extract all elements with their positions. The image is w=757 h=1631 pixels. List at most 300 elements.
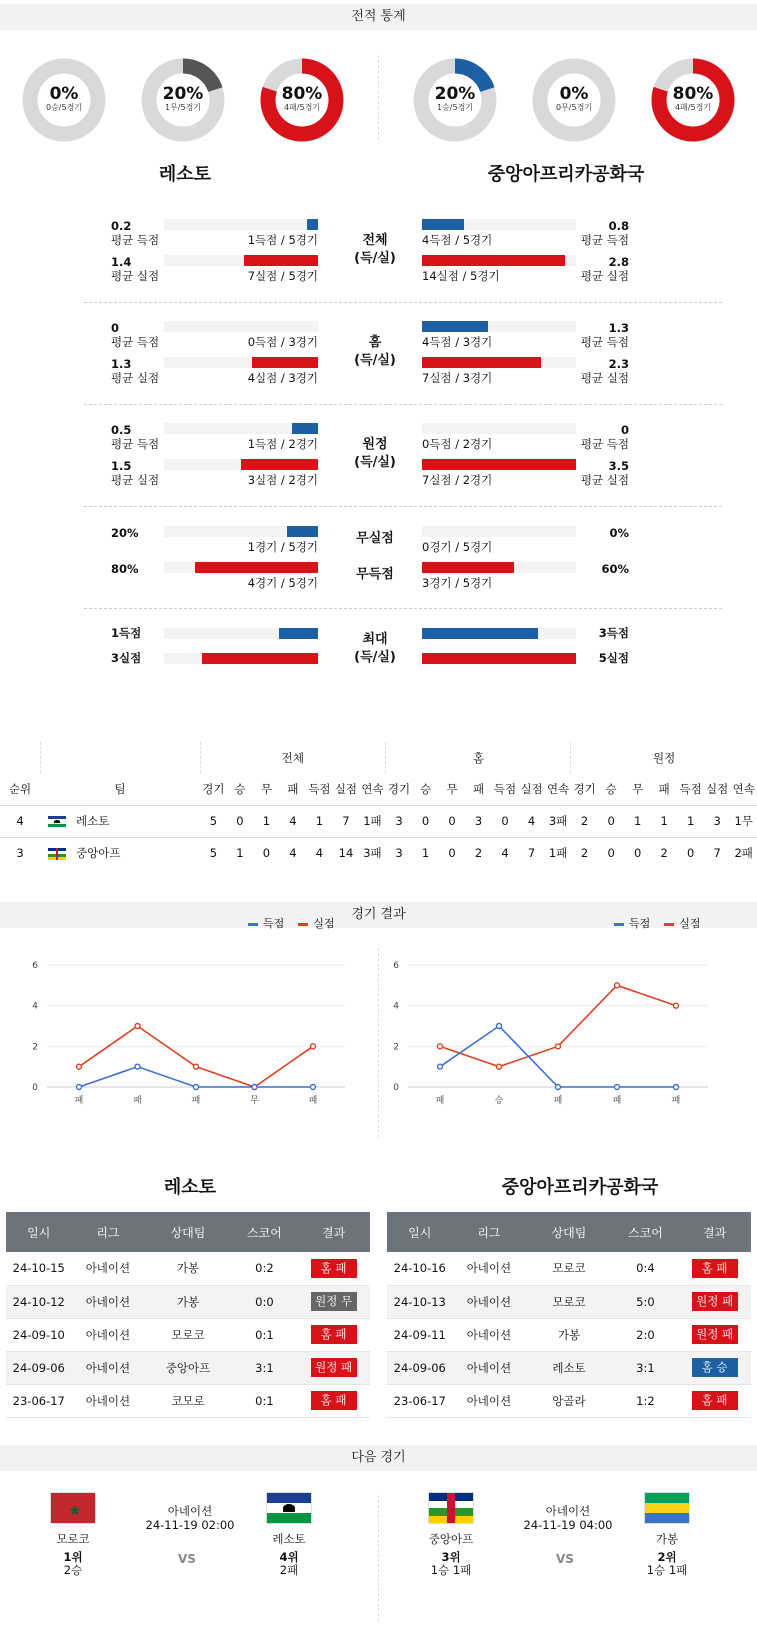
left-value: 20% — [111, 526, 139, 540]
result-row[interactable] — [387, 1351, 751, 1384]
result-badge: 원정 패 — [311, 1358, 357, 1377]
standings-col-header: 패 — [472, 781, 485, 796]
left-note: 3실점 / 2경기 — [247, 473, 318, 487]
left-bar-fill — [279, 628, 318, 639]
left-bar-fill — [252, 357, 318, 368]
results-col-header: 일시 — [387, 1212, 453, 1252]
data-point — [438, 1064, 443, 1069]
next-league: 아네이션 — [545, 1504, 591, 1518]
right-value: 3득점 — [598, 626, 629, 640]
left-bar-fill — [241, 459, 318, 470]
legend-swatch — [298, 923, 308, 926]
center-line-2: (득/실) — [354, 455, 396, 470]
stat-cell: 1패 — [545, 837, 572, 869]
data-point — [311, 1044, 316, 1049]
right-caption: 평균 득점 — [580, 335, 629, 349]
right-bar-fill — [422, 357, 541, 368]
legend-swatch — [248, 923, 258, 926]
left-bar-fill — [292, 423, 318, 434]
stat-cell: 0 — [624, 837, 651, 869]
y-tick-label: 0 — [32, 1083, 38, 1093]
left-bar-track — [164, 653, 318, 664]
result-league: 아네이션 — [453, 1351, 526, 1384]
data-point — [194, 1085, 199, 1090]
vs-label: VS — [556, 1552, 574, 1566]
home-results-table — [6, 1212, 370, 1418]
dashed-separator — [84, 404, 722, 405]
result-league: 아네이션 — [72, 1351, 145, 1384]
right-value: 0.8 — [608, 219, 629, 233]
left-bar-track — [164, 423, 318, 434]
standings-row — [0, 805, 757, 837]
left-caption: 평균 득점 — [111, 437, 160, 451]
stats-section-title: 전적 통계 — [0, 4, 757, 30]
result-row[interactable] — [387, 1318, 751, 1351]
donut-caption: 4패/5경기 — [674, 103, 712, 112]
right-value: 2.8 — [608, 255, 629, 269]
left-note: 0득점 / 3경기 — [247, 335, 318, 349]
result-score: 2:0 — [613, 1318, 679, 1351]
y-tick-label: 6 — [32, 961, 38, 971]
right-caption: 평균 득점 — [580, 233, 629, 247]
result-date: 23-06-17 — [6, 1384, 72, 1417]
donut-percent: 20% — [162, 84, 204, 104]
result-date: 24-09-06 — [387, 1351, 453, 1384]
stat-cell: 0 — [439, 805, 466, 837]
result-cell — [678, 1252, 751, 1285]
result-row[interactable] — [6, 1318, 370, 1351]
x-tick-label: 패 — [308, 1096, 318, 1106]
left-bar-fill — [307, 219, 318, 230]
results-col-header: 일시 — [6, 1212, 72, 1252]
x-tick-label: 무 — [250, 1096, 259, 1106]
result-row[interactable] — [6, 1252, 370, 1285]
data-point — [311, 1085, 316, 1090]
standings-col-header: 연속 — [546, 781, 570, 796]
right-bar-track — [422, 219, 576, 230]
left-bar-track — [164, 357, 318, 368]
away-team-title: 중앙아프리카공화국 — [487, 164, 645, 185]
donut-caption: 1승/5경기 — [436, 103, 474, 112]
team-cell[interactable] — [40, 837, 200, 869]
left-note: 4실점 / 3경기 — [247, 371, 318, 385]
next-time: 24-11-19 02:00 — [145, 1518, 235, 1532]
donut-caption: 1무/5경기 — [164, 103, 202, 112]
result-badge: 홈 승 — [692, 1358, 738, 1377]
standings-col-header: 승 — [234, 781, 246, 796]
divider — [378, 1495, 379, 1621]
results-col-header: 상대팀 — [144, 1212, 231, 1252]
result-badge: 홈 패 — [311, 1325, 357, 1344]
vs-label: VS — [178, 1552, 196, 1566]
left-value: 1.3 — [111, 357, 132, 371]
next-team-record: 1승 1패 — [646, 1563, 688, 1577]
next-team-record: 2승 — [63, 1563, 83, 1577]
center-line-2: (득/실) — [354, 353, 396, 368]
dashed-separator — [84, 302, 722, 303]
data-point — [674, 1085, 679, 1090]
standings-col-header: 실점 — [706, 781, 729, 796]
result-date: 24-10-12 — [6, 1285, 72, 1318]
results-col-header: 스코어 — [232, 1212, 298, 1252]
stat-cell: 1 — [651, 805, 678, 837]
next-team-record: 1승 1패 — [430, 1563, 472, 1577]
standings-col-header: 실점 — [334, 781, 358, 796]
standings-col-header: 순위 — [8, 781, 32, 796]
result-badge: 원정 패 — [692, 1325, 738, 1344]
donut-label — [260, 85, 344, 113]
donut-caption: 4패/5경기 — [283, 103, 321, 112]
result-opponent: 모로코 — [144, 1318, 231, 1351]
standings-col-header: 경기 — [202, 781, 225, 796]
result-badge: 원정 무 — [311, 1292, 357, 1311]
left-bar-track — [164, 321, 318, 332]
result-opponent: 가봉 — [525, 1318, 612, 1351]
left-caption: 평균 득점 — [111, 335, 160, 349]
right-bar-track — [422, 357, 576, 368]
x-tick-label: 패 — [74, 1096, 84, 1106]
stat-cell: 0 — [227, 805, 254, 837]
home-team-title: 레소토 — [158, 164, 212, 185]
right-bar-track — [422, 526, 576, 537]
center-line-2: (득/실) — [354, 650, 396, 665]
right-caption: 평균 실점 — [580, 269, 629, 283]
team-name: 레소토 — [76, 814, 110, 828]
data-point — [497, 1064, 502, 1069]
next-section-title: 다음 경기 — [0, 1445, 757, 1471]
next-league: 아네이션 — [167, 1504, 213, 1518]
left-bar-track — [164, 459, 318, 470]
stat-cell: 5 — [200, 805, 227, 837]
data-point — [135, 1024, 140, 1029]
data-point — [497, 1024, 502, 1029]
result-opponent: 가봉 — [144, 1285, 231, 1318]
team-cell[interactable] — [40, 805, 200, 837]
left-value: 1.4 — [111, 255, 132, 269]
x-tick-label: 패 — [435, 1096, 445, 1106]
x-tick-label: 승 — [494, 1096, 504, 1106]
stat-cell: 7 — [333, 805, 360, 837]
standings-col-header: 무 — [632, 781, 644, 796]
donut-percent: 80% — [672, 84, 714, 104]
standings-col-header: 패 — [658, 781, 670, 796]
result-cell — [297, 1285, 370, 1318]
result-cell — [297, 1384, 370, 1417]
legend-label: 득점 — [629, 917, 651, 930]
standings-col-header: 경기 — [573, 781, 596, 796]
stat-cell: 2 — [571, 837, 598, 869]
right-bar-fill — [422, 219, 464, 230]
right-value: 5실점 — [598, 651, 629, 665]
stat-cell: 3패 — [545, 805, 572, 837]
legend-label: 실점 — [313, 917, 335, 930]
lesotho-flag-icon — [48, 816, 66, 828]
clean-center-label: 무실점 — [356, 531, 394, 546]
stat-cell: 3 — [465, 805, 492, 837]
donut-percent: 80% — [281, 84, 323, 104]
center-line-1: 홈 — [368, 335, 382, 350]
stat-cell: 1 — [412, 837, 439, 869]
donut-label — [651, 85, 735, 113]
result-row[interactable] — [387, 1384, 751, 1417]
right-value: 2.3 — [608, 357, 629, 371]
donut-label — [413, 85, 497, 113]
result-score: 0:0 — [232, 1285, 298, 1318]
right-note: 4득점 / 3경기 — [422, 335, 493, 349]
gabon-flag-icon — [644, 1492, 690, 1524]
away-results-title: 중앙아프리카공화국 — [501, 1177, 659, 1198]
left-bar-track — [164, 255, 318, 266]
stat-cell: 1 — [624, 805, 651, 837]
compare-center-label — [330, 232, 420, 268]
result-badge: 홈 패 — [311, 1391, 357, 1410]
left-note: 7실점 / 5경기 — [247, 269, 318, 283]
center-line-2: (득/실) — [354, 251, 396, 266]
right-bar-track — [422, 562, 576, 573]
right-caption: 평균 득점 — [580, 437, 629, 451]
result-row[interactable] — [6, 1351, 370, 1384]
donut-caption: 0무/5경기 — [555, 103, 593, 112]
stat-cell: 0 — [492, 805, 519, 837]
result-league: 아네이션 — [72, 1252, 145, 1285]
stat-cell: 0 — [439, 837, 466, 869]
standings-col-header: 무 — [260, 781, 272, 796]
center-line-1: 전체 — [362, 233, 388, 248]
result-opponent: 코모로 — [144, 1384, 231, 1417]
data-point — [438, 1044, 443, 1049]
morocco-flag-icon: ★ — [50, 1492, 96, 1524]
next-team-rank: 2위 — [657, 1550, 677, 1564]
standings-col-header: 경기 — [387, 781, 411, 796]
left-value: 0 — [111, 321, 120, 335]
left-caption: 평균 득점 — [111, 233, 160, 247]
data-point — [77, 1064, 82, 1069]
standings-col-header: 승 — [605, 781, 617, 796]
car-flag-icon — [428, 1492, 474, 1524]
max-center-label — [330, 631, 420, 667]
standings-col-header: 연속 — [361, 781, 384, 796]
right-bar-track — [422, 653, 576, 664]
stat-cell: 0 — [598, 805, 625, 837]
chart-legend — [614, 915, 701, 931]
result-opponent: 레소토 — [525, 1351, 612, 1384]
stat-cell: 1 — [306, 805, 333, 837]
right-bar-track — [422, 321, 576, 332]
right-note: 7실점 / 3경기 — [422, 371, 493, 385]
dashed-separator — [84, 608, 722, 609]
clean-center-label: 무득점 — [356, 567, 394, 582]
group-home: 홈 — [472, 750, 485, 765]
data-point — [556, 1085, 561, 1090]
rank-cell: 4 — [0, 805, 40, 837]
results-col-header: 리그 — [453, 1212, 526, 1252]
next-team-rank: 1위 — [63, 1550, 83, 1564]
stat-cell: 5 — [200, 837, 227, 869]
result-cell — [297, 1351, 370, 1384]
left-bar-fill — [202, 653, 318, 664]
legend-label: 득점 — [263, 917, 285, 930]
stat-cell: 0 — [253, 837, 280, 869]
results-header-row — [387, 1212, 751, 1252]
right-bar-fill — [422, 459, 576, 470]
standings-col-header: 무 — [446, 781, 458, 796]
stat-cell: 0 — [677, 837, 704, 869]
right-bar-fill — [422, 255, 565, 266]
y-tick-label: 2 — [393, 1042, 399, 1053]
series-line — [440, 985, 676, 1066]
result-badge: 홈 패 — [311, 1259, 357, 1278]
standings-col-header: 승 — [419, 781, 432, 796]
right-bar-fill — [422, 321, 488, 332]
right-bar-fill — [422, 628, 538, 639]
result-league: 아네이션 — [453, 1384, 526, 1417]
result-score: 5:0 — [613, 1285, 679, 1318]
result-league: 아네이션 — [72, 1384, 145, 1417]
result-opponent: 모로코 — [525, 1252, 612, 1285]
result-league: 아네이션 — [453, 1318, 526, 1351]
right-value: 0 — [620, 423, 629, 437]
x-tick-label: 패 — [612, 1096, 622, 1106]
result-cell — [297, 1252, 370, 1285]
stat-cell: 2 — [651, 837, 678, 869]
data-point — [615, 983, 620, 988]
right-note: 7실점 / 2경기 — [422, 473, 493, 487]
result-cell — [297, 1318, 370, 1351]
center-line-1: 최대 — [362, 632, 388, 647]
result-score: 0:2 — [232, 1252, 298, 1285]
stat-cell: 7 — [518, 837, 545, 869]
left-value: 0.2 — [111, 219, 132, 233]
stat-cell: 4 — [280, 837, 307, 869]
donut-caption: 0승/5경기 — [45, 103, 83, 112]
left-bar-track — [164, 526, 318, 537]
y-tick-label: 0 — [393, 1083, 399, 1093]
left-caption: 평균 실점 — [111, 473, 160, 487]
right-bar-track — [422, 423, 576, 434]
right-caption: 평균 실점 — [580, 473, 629, 487]
group-all: 전체 — [281, 750, 305, 765]
stat-cell: 2 — [465, 837, 492, 869]
stat-cell: 0 — [598, 837, 625, 869]
results-col-header: 리그 — [72, 1212, 145, 1252]
right-bar-track — [422, 628, 576, 639]
data-point — [615, 1085, 620, 1090]
right-value: 1.3 — [608, 321, 629, 335]
next-team-rank: 3위 — [441, 1550, 461, 1564]
next-team-rank: 4위 — [279, 1550, 299, 1564]
result-date: 24-09-11 — [387, 1318, 453, 1351]
results-header-row — [6, 1212, 370, 1252]
stat-cell: 4 — [280, 805, 307, 837]
next-team-name: 레소토 — [272, 1532, 306, 1546]
standings-col-header: 득점 — [493, 781, 517, 796]
stat-cell: 4 — [492, 837, 519, 869]
right-note: 0경기 / 5경기 — [422, 540, 493, 554]
data-point — [194, 1064, 199, 1069]
result-opponent: 가봉 — [144, 1252, 231, 1285]
legend-swatch — [614, 923, 624, 926]
next-team-name: 중앙아프 — [428, 1532, 474, 1546]
y-tick-label: 4 — [32, 1001, 38, 1012]
y-tick-label: 4 — [393, 1001, 399, 1012]
right-bar-track — [422, 459, 576, 470]
result-row[interactable] — [387, 1285, 751, 1318]
right-bar-fill — [422, 653, 576, 664]
result-date: 24-10-16 — [387, 1252, 453, 1285]
group-away: 원정 — [653, 750, 676, 765]
stat-cell: 1 — [227, 837, 254, 869]
left-value: 80% — [111, 562, 139, 576]
series-line — [79, 1026, 313, 1087]
stat-cell: 3 — [386, 805, 413, 837]
lesotho-flag-icon — [266, 1492, 312, 1524]
results-col-header: 결과 — [297, 1212, 370, 1252]
stat-cell: 1 — [677, 805, 704, 837]
result-row[interactable] — [6, 1285, 370, 1318]
right-value: 60% — [601, 562, 629, 576]
divider — [378, 948, 379, 1138]
left-value: 1.5 — [111, 459, 132, 473]
x-tick-label: 패 — [671, 1096, 681, 1106]
left-note: 1득점 / 2경기 — [247, 437, 318, 451]
team-name: 중앙아프 — [76, 846, 121, 861]
stat-cell: 2패 — [730, 837, 757, 869]
result-opponent: 모로코 — [525, 1285, 612, 1318]
standings-table — [0, 742, 757, 869]
result-cell — [678, 1285, 751, 1318]
stat-cell: 4 — [518, 805, 545, 837]
result-score: 0:4 — [613, 1252, 679, 1285]
stat-cell: 3 — [386, 837, 413, 869]
result-score: 3:1 — [613, 1351, 679, 1384]
donut-label — [532, 85, 616, 113]
result-league: 아네이션 — [453, 1252, 526, 1285]
result-league: 아네이션 — [453, 1285, 526, 1318]
home-results-title: 레소토 — [163, 1177, 217, 1198]
result-score: 1:2 — [613, 1384, 679, 1417]
standings-col-header: 득점 — [679, 781, 702, 796]
result-date: 24-10-13 — [387, 1285, 453, 1318]
left-bar-track — [164, 219, 318, 230]
result-date: 23-06-17 — [387, 1384, 453, 1417]
x-tick-label: 패 — [133, 1096, 142, 1106]
result-date: 24-10-15 — [6, 1252, 72, 1285]
standings-col-header: 득점 — [308, 781, 331, 796]
stat-cell: 0 — [412, 805, 439, 837]
result-date: 24-09-06 — [6, 1351, 72, 1384]
result-score: 0:1 — [232, 1318, 298, 1351]
result-badge: 원정 패 — [692, 1292, 738, 1311]
standings-col-header: 연속 — [732, 781, 755, 796]
standings-header-row — [0, 773, 757, 805]
next-time: 24-11-19 04:00 — [523, 1518, 613, 1532]
donut-percent: 0% — [559, 84, 589, 104]
left-bar-fill — [244, 255, 318, 266]
x-tick-label: 패 — [191, 1096, 201, 1106]
next-team-record: 2패 — [279, 1563, 299, 1577]
left-bar-track — [164, 628, 318, 639]
result-date: 24-09-10 — [6, 1318, 72, 1351]
compare-center-label — [330, 334, 420, 370]
donut-percent: 0% — [49, 84, 79, 104]
standings-row — [0, 837, 757, 869]
right-bar-track — [422, 255, 576, 266]
right-note: 0득점 / 2경기 — [422, 437, 493, 451]
dashed-separator — [84, 506, 722, 507]
result-row[interactable] — [6, 1384, 370, 1417]
legend-label: 실점 — [679, 917, 701, 930]
result-row[interactable] — [387, 1252, 751, 1285]
